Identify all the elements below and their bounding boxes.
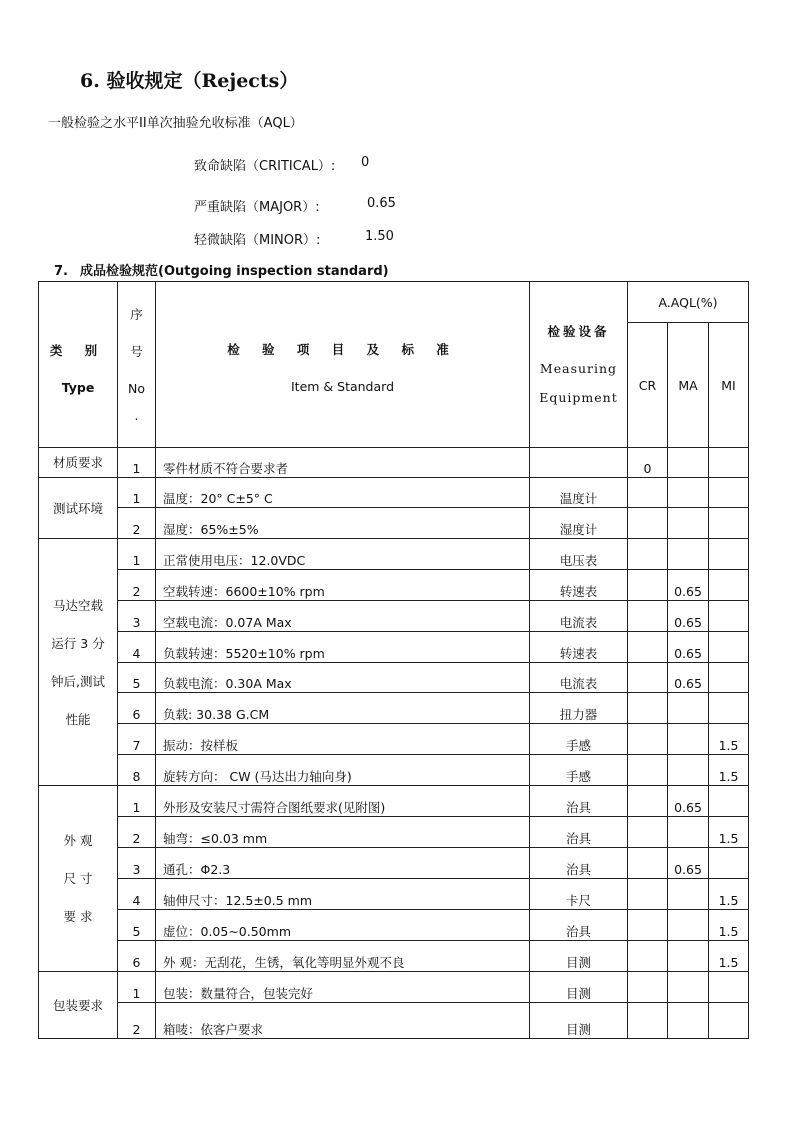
header-equipment-en1: Measuring xyxy=(539,361,618,376)
header-aql: A.AQL(%) xyxy=(628,282,749,323)
header-cr: CR xyxy=(628,323,668,448)
aql-mi xyxy=(709,539,749,570)
header-category xyxy=(39,282,118,448)
header-no-line3: No xyxy=(128,380,145,396)
aql-mi xyxy=(709,693,749,724)
section-6-title: 6. 验收规定（Rejects） xyxy=(80,70,299,92)
aql-ma: 0.65 xyxy=(668,570,709,601)
table-row xyxy=(39,632,749,663)
row-number: 2 xyxy=(118,1003,156,1039)
major-label: 严重缺陷（MAJOR）: xyxy=(194,200,320,215)
aql-ma xyxy=(668,693,709,724)
equipment: 转速表 xyxy=(530,570,628,601)
minor-label: 轻微缺陷（MINOR）: xyxy=(194,233,321,248)
equipment: 治具 xyxy=(530,910,628,941)
row-number: 7 xyxy=(118,724,156,755)
table-row xyxy=(39,663,749,693)
category-line: 材质要求 xyxy=(52,455,103,470)
item-standard: 轴弯：≤0.03 mm xyxy=(156,817,530,848)
aql-ma: 0.65 xyxy=(668,632,709,663)
item-standard: 空载转速：6600±10% rpm xyxy=(156,570,530,601)
aql-cr xyxy=(628,663,668,693)
item-standard: 温度：20° C±5° C xyxy=(156,478,530,508)
equipment: 目测 xyxy=(530,941,628,972)
aql-mi: 1.5 xyxy=(709,941,749,972)
equipment: 电流表 xyxy=(530,601,628,632)
item-standard: 轴伸尺寸：12.5±0.5 mm xyxy=(156,879,530,910)
category-line: 马达空载 xyxy=(52,597,103,613)
table-row xyxy=(39,570,749,601)
aql-cr xyxy=(628,601,668,632)
header-category-en: Type xyxy=(61,379,95,395)
row-number: 6 xyxy=(118,693,156,724)
item-standard: 外 观：无刮花，生锈，氧化等明显外观不良 xyxy=(156,941,530,972)
table-row xyxy=(39,817,749,848)
item-standard: 包装：数量符合，包装完好 xyxy=(156,972,530,1003)
section-7-text: 成品检验规范(Outgoing inspection standard) xyxy=(80,264,389,279)
aql-mi xyxy=(709,1003,749,1039)
equipment: 扭力器 xyxy=(530,693,628,724)
aql-mi: 1.5 xyxy=(709,879,749,910)
table-row xyxy=(39,478,749,508)
aql-cr xyxy=(628,632,668,663)
equipment: 目测 xyxy=(530,972,628,1003)
aql-ma xyxy=(668,910,709,941)
aql-ma: 0.65 xyxy=(668,601,709,632)
equipment: 电压表 xyxy=(530,539,628,570)
row-number: 2 xyxy=(118,817,156,848)
critical-label: 致命缺陷（CRITICAL）: xyxy=(194,159,336,174)
table-row xyxy=(39,508,749,539)
aql-ma xyxy=(668,817,709,848)
category-line: 要 求 xyxy=(63,909,93,924)
item-standard: 通孔：Φ2.3 xyxy=(156,848,530,879)
table-row xyxy=(39,848,749,879)
item-standard: 负载电流：0.30A Max xyxy=(156,663,530,693)
aql-mi xyxy=(709,848,749,879)
row-number: 5 xyxy=(118,910,156,941)
minor-value: 1.50 xyxy=(365,229,394,244)
equipment: 卡尺 xyxy=(530,879,628,910)
aql-ma xyxy=(668,972,709,1003)
row-number: 1 xyxy=(118,539,156,570)
aql-cr xyxy=(628,972,668,1003)
aql-mi xyxy=(709,508,749,539)
row-number: 1 xyxy=(118,972,156,1003)
aql-ma xyxy=(668,539,709,570)
aql-cr xyxy=(628,478,668,508)
aql-cr xyxy=(628,786,668,817)
aql-mi xyxy=(709,570,749,601)
section-7-number: 7. xyxy=(54,264,68,279)
aql-ma xyxy=(668,941,709,972)
aql-ma xyxy=(668,1003,709,1039)
aql-cr xyxy=(628,910,668,941)
header-equipment xyxy=(530,282,628,448)
item-standard: 箱唛：依客户要求 xyxy=(156,1003,530,1039)
header-mi: MI xyxy=(709,323,749,448)
row-number: 2 xyxy=(118,570,156,601)
item-standard: 正常使用电压：12.0VDC xyxy=(156,539,530,570)
aql-cr xyxy=(628,1003,668,1039)
inspection-table xyxy=(38,281,749,1039)
aql-cr xyxy=(628,879,668,910)
aql-cr xyxy=(628,724,668,755)
aql-ma: 0.65 xyxy=(668,663,709,693)
category-line: 测试环境 xyxy=(52,500,103,516)
header-category-cn: 类 别 xyxy=(49,342,107,358)
header-no xyxy=(118,282,156,448)
category-line: 运行 3 分 xyxy=(51,635,105,651)
category-line: 钟后,测试 xyxy=(51,673,105,689)
table-row xyxy=(39,972,749,1003)
aql-cr xyxy=(628,508,668,539)
aql-mi xyxy=(709,972,749,1003)
header-equipment-cn: 检验设备 xyxy=(547,324,610,339)
inspection-table-body xyxy=(39,448,749,1039)
table-row xyxy=(39,448,749,478)
category-cell xyxy=(39,786,118,972)
row-number: 4 xyxy=(118,879,156,910)
table-row xyxy=(39,539,749,570)
row-number: 8 xyxy=(118,755,156,786)
aql-cr xyxy=(628,848,668,879)
aql-cr xyxy=(628,755,668,786)
item-standard: 旋转方向： CW (马达出力轴向身) xyxy=(156,755,530,786)
table-row xyxy=(39,601,749,632)
aql-mi: 1.5 xyxy=(709,817,749,848)
row-number: 5 xyxy=(118,663,156,693)
row-number: 4 xyxy=(118,632,156,663)
row-number: 1 xyxy=(118,786,156,817)
header-no-line4: . xyxy=(134,407,139,423)
equipment: 目测 xyxy=(530,1003,628,1039)
equipment: 手感 xyxy=(530,724,628,755)
table-row xyxy=(39,879,749,910)
equipment: 治具 xyxy=(530,817,628,848)
equipment: 电流表 xyxy=(530,663,628,693)
aql-ma: 0.65 xyxy=(668,848,709,879)
header-equipment-en2: Equipment xyxy=(539,390,618,405)
aql-cr xyxy=(628,539,668,570)
item-standard: 负载转速：5520±10% rpm xyxy=(156,632,530,663)
aql-mi xyxy=(709,663,749,693)
category-line: 包装要求 xyxy=(52,997,103,1013)
equipment: 转速表 xyxy=(530,632,628,663)
category-cell xyxy=(39,972,118,1039)
equipment: 治具 xyxy=(530,848,628,879)
category-line: 尺 寸 xyxy=(63,871,93,886)
row-number: 6 xyxy=(118,941,156,972)
table-row xyxy=(39,724,749,755)
aql-mi xyxy=(709,632,749,663)
aql-mi: 1.5 xyxy=(709,755,749,786)
category-cell xyxy=(39,539,118,786)
table-row xyxy=(39,941,749,972)
row-number: 3 xyxy=(118,601,156,632)
aql-cr xyxy=(628,817,668,848)
item-standard: 虚位：0.05~0.50mm xyxy=(156,910,530,941)
aql-mi xyxy=(709,786,749,817)
aql-ma xyxy=(668,879,709,910)
aql-mi xyxy=(709,448,749,478)
row-number: 2 xyxy=(118,508,156,539)
aql-ma xyxy=(668,448,709,478)
aql-ma xyxy=(668,508,709,539)
table-row xyxy=(39,910,749,941)
item-standard: 振动：按样板 xyxy=(156,724,530,755)
aql-mi: 1.5 xyxy=(709,724,749,755)
aql-ma xyxy=(668,478,709,508)
major-value: 0.65 xyxy=(367,196,396,211)
aql-cr xyxy=(628,693,668,724)
aql-mi: 1.5 xyxy=(709,910,749,941)
header-no-line1: 序 xyxy=(130,306,143,322)
item-standard: 零件材质不符合要求者 xyxy=(156,448,530,478)
equipment xyxy=(530,448,628,478)
equipment: 手感 xyxy=(530,755,628,786)
equipment: 温度计 xyxy=(530,478,628,508)
aql-ma xyxy=(668,724,709,755)
item-standard: 空载电流：0.07A Max xyxy=(156,601,530,632)
equipment: 治具 xyxy=(530,786,628,817)
section-7-title xyxy=(54,260,389,279)
aql-mi xyxy=(709,478,749,508)
category-line: 性能 xyxy=(65,711,91,727)
aql-ma xyxy=(668,755,709,786)
aql-ma: 0.65 xyxy=(668,786,709,817)
aql-cr xyxy=(628,941,668,972)
row-number: 3 xyxy=(118,848,156,879)
category-cell xyxy=(39,478,118,539)
aql-cr xyxy=(628,570,668,601)
header-no-line2: 号 xyxy=(130,343,143,359)
table-row xyxy=(39,755,749,786)
header-item-cn: 检 验 项 目 及 标 准 xyxy=(227,341,458,357)
header-ma: MA xyxy=(668,323,709,448)
table-row xyxy=(39,786,749,817)
header-item xyxy=(156,282,530,448)
item-standard: 外形及安装尺寸需符合图纸要求(见附图) xyxy=(156,786,530,817)
aql-cr: 0 xyxy=(628,448,668,478)
table-row xyxy=(39,1003,749,1039)
row-number: 1 xyxy=(118,478,156,508)
aql-mi xyxy=(709,601,749,632)
header-item-en: Item & Standard xyxy=(290,378,394,394)
critical-value: 0 xyxy=(361,155,370,170)
table-row xyxy=(39,693,749,724)
aql-intro: 一般检验之水平II单次抽验允收标准（AQL） xyxy=(48,116,303,131)
item-standard: 湿度：65%±5% xyxy=(156,508,530,539)
category-line: 外 观 xyxy=(63,833,93,848)
item-standard: 负载: 30.38 G.CM xyxy=(156,693,530,724)
row-number: 1 xyxy=(118,448,156,478)
category-cell xyxy=(39,448,118,478)
equipment: 湿度计 xyxy=(530,508,628,539)
